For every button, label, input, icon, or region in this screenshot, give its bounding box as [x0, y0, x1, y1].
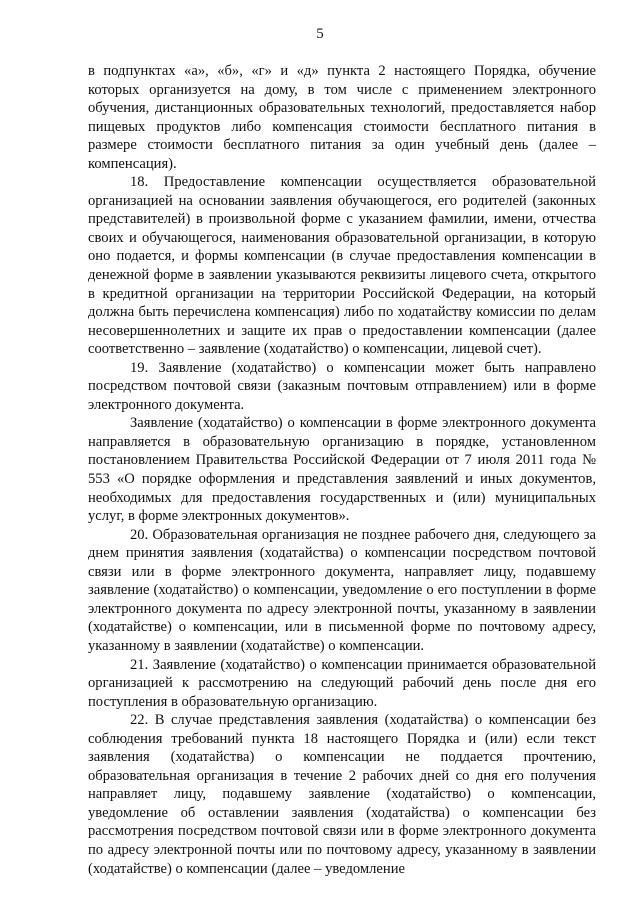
paragraph-22: 22. В случае представления заявления (ходатайства) о компенсации без соблюдения требований пункта 18 настоящего Порядка и (или) если текст заявления (ходатайства) о компенсации не поддается прочтению, образовательная организация в течение 2 рабочих дней со дня его получения направляет лицу, подавшему заявление (ходатайство) о компенсации, уведомление об оставлении заявления (ходатайства) о компенсации без рассмотрения посредством почтовой связи или в форме электронного документа по адресу электронной почты или по почтовому адресу, указанному в заявлении (ходатайстве) о компенсации (далее – уведомление	[88, 712, 596, 877]
paragraph-21: 21. Заявление (ходатайство) о компенсации принимается образовательной организацией к рассмотрению на следующий рабочий день после дня его поступления в образовательную организацию.	[88, 656, 596, 710]
paragraph-19: 19. Заявление (ходатайство) о компенсации может быть направлено посредством почтовой связи (заказным почтовым отправлением) или в форме электронного документа.	[88, 359, 596, 413]
paragraph-19-electronic: Заявление (ходатайство) о компенсации в форме электронного документа направляется в образовательную организацию в порядке, установленном постановлением Правительства Российской Федерации от 7 июля 2011 года № 553 «О порядке оформления и представления заявлений и иных документов, необходимых для предоставления государственных и (или) муниципальных услуг, в форме электронных документов».	[88, 415, 596, 525]
paragraph-20: 20. Образовательная организация не позднее рабочего дня, следующего за днем принятия заявления (ходатайства) о компенсации посредством почтовой связи или в форме электронного документа, направляет лицу, подавшему заявление (ходатайство) о компенсации, уведомление о его поступлении в форме электронного документа по адресу электронной почты, указанному в заявлении (ходатайстве) о компенсации, или в письменной форме по почтовому адресу, указанному в заявлении (ходатайстве) о компенсации.	[88, 526, 596, 654]
page-number: 5	[316, 26, 324, 42]
paragraph-18: 18. Предоставление компенсации осуществляется образовательной организацией на основании заявления обучающегося, его родителей (законных представителей) в произвольной форме с указанием фамилии, имени, отчества своих и обучающегося, наименования образовательной организации, в которую оно подается, и формы компенсации (в случае предоставления компенсации в денежной форме в заявлении указываются реквизиты лицевого счета, открытого в кредитной организации на территории Российской Федерации, на который должна быть перечислена компенсация) либо по ходатайству комиссии по делам несовершеннолетних и защите их прав о предоставлении компенсации (далее соответственно – заявление (ходатайство) о компенсации, лицевой счет).	[88, 174, 596, 358]
document-body	[88, 62, 596, 878]
paragraph-continuation: в подпунктах «а», «б», «г» и «д» пункта 2 настоящего Порядка, обучение которых организуется на дому, в том числе с применением электронного обучения, дистанционных образовательных технологий, предоставляется набор пищевых продуктов либо компенсация стоимости бесплатного питания в размере стоимости бесплатного питания за один учебный день (далее – компенсация).	[88, 63, 596, 172]
